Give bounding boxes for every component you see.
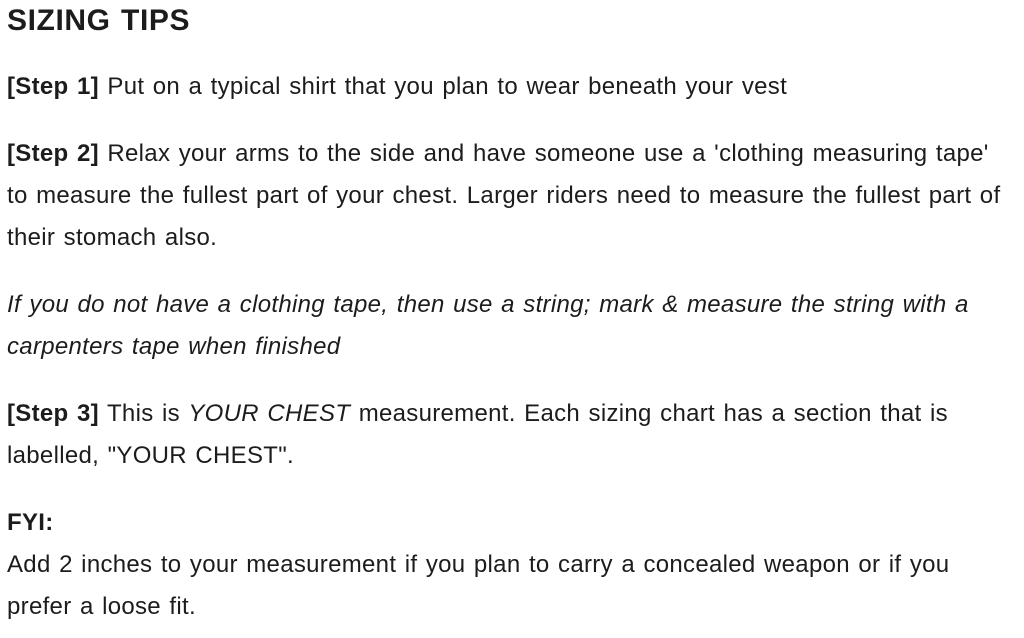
fyi-section	[7, 502, 1016, 628]
measuring-note-paragraph	[7, 284, 1016, 368]
page-title: SIZING TIPS	[7, 4, 191, 37]
step-1-text: Put on a typical shirt that you plan to wear beneath your vest	[98, 73, 788, 100]
step-3-text-after: measurement. Each sizing chart has a section that is labelled, "YOUR CHEST".	[7, 400, 948, 469]
step-3-emphasis: YOUR CHEST	[188, 400, 351, 427]
measuring-note-text: If you do not have a clothing tape, then use a string; mark & measure the string with a carpenters tape when finished	[7, 291, 969, 360]
step-3-text-before: This is	[98, 400, 189, 427]
fyi-text: Add 2 inches to your measurement if you plan to carry a concealed weapon or if you prefer a loose fit.	[7, 551, 950, 620]
step-1-paragraph	[7, 66, 1016, 108]
step-1-label: [Step 1]	[7, 73, 99, 100]
step-2-paragraph	[7, 133, 1016, 259]
fyi-label: FYI:	[7, 509, 54, 536]
step-3-paragraph	[7, 393, 1016, 477]
step-2-label: [Step 2]	[7, 140, 99, 167]
step-3-label: [Step 3]	[7, 400, 99, 427]
step-2-text: Relax your arms to the side and have someone use a 'clothing measuring tape' to measure the fullest part of your chest. Larger riders need to measure the fullest part of their stomach also.	[7, 140, 1001, 251]
